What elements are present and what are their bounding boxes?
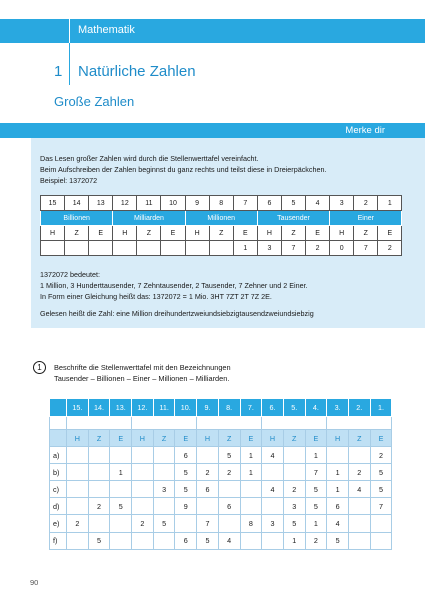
ex-digit-cell: 2 bbox=[197, 464, 219, 481]
ex-row bbox=[50, 447, 392, 464]
ex-letter: Z bbox=[283, 430, 305, 447]
pv-digit: 2 bbox=[378, 241, 402, 256]
ex-corner-cell bbox=[50, 417, 67, 430]
ex-digit-cell: 4 bbox=[327, 515, 349, 532]
ex-digit-cell bbox=[67, 447, 89, 464]
equation-line: In Form einer Gleichung heißt das: 1372072 = 1 Mio. 3HT 7ZT 2T 7Z 2E. bbox=[40, 292, 272, 301]
ex-position: 8. bbox=[218, 399, 240, 417]
ex-digit-cell: 5 bbox=[370, 481, 392, 498]
task-number-badge: 1 bbox=[33, 361, 46, 374]
ex-digit-cell bbox=[67, 498, 89, 515]
ex-digit-cell bbox=[110, 481, 132, 498]
ex-digit-cell: 4 bbox=[262, 447, 284, 464]
pv-position: 3 bbox=[330, 196, 354, 211]
pv-position: 4 bbox=[306, 196, 330, 211]
ex-digit-cell bbox=[110, 532, 132, 549]
ex-digit-cell bbox=[348, 515, 370, 532]
ex-digit-cell: 3 bbox=[153, 481, 175, 498]
pv-position: 1 bbox=[378, 196, 402, 211]
ex-digit-cell: 1 bbox=[305, 447, 327, 464]
ex-digit-cell bbox=[348, 532, 370, 549]
ex-position: 13. bbox=[110, 399, 132, 417]
ex-digit-cell bbox=[262, 464, 284, 481]
ex-digit-cell: 6 bbox=[175, 447, 197, 464]
ex-position: 6. bbox=[262, 399, 284, 417]
pv-digit bbox=[113, 241, 137, 256]
pv-position: 12 bbox=[113, 196, 137, 211]
ex-digit-cell bbox=[67, 532, 89, 549]
ex-digit-cell bbox=[153, 532, 175, 549]
ex-group-blank-input[interactable] bbox=[132, 417, 197, 430]
pv-letter: E bbox=[306, 226, 330, 241]
ex-digit-cell: 4 bbox=[218, 532, 240, 549]
pv-digit: 2 bbox=[306, 241, 330, 256]
merke-bar bbox=[0, 123, 425, 138]
exercise-table bbox=[49, 398, 392, 550]
ex-letter: E bbox=[175, 430, 197, 447]
pv-letter: Z bbox=[209, 226, 233, 241]
ex-digit-cell bbox=[132, 532, 154, 549]
ex-letter: Z bbox=[88, 430, 110, 447]
ex-digit-cell: 5 bbox=[153, 515, 175, 532]
ex-digit-cell bbox=[88, 447, 110, 464]
pv-position: 9 bbox=[185, 196, 209, 211]
ex-digit-cell bbox=[327, 447, 349, 464]
ex-digit-cell: 6 bbox=[327, 498, 349, 515]
ex-digit-cell: 6 bbox=[197, 481, 219, 498]
ex-digit-cell bbox=[218, 515, 240, 532]
ex-digit-cell bbox=[283, 447, 305, 464]
ex-digit-cell: 5 bbox=[370, 464, 392, 481]
pv-letter: E bbox=[161, 226, 185, 241]
ex-digit-cell bbox=[88, 464, 110, 481]
ex-position: 7. bbox=[240, 399, 262, 417]
ex-row bbox=[50, 498, 392, 515]
ex-body bbox=[50, 447, 392, 550]
pv-example-row bbox=[41, 241, 402, 256]
merke-line-1: Das Lesen großer Zahlen wird durch die Stellenwerttafel vereinfacht. bbox=[40, 154, 259, 163]
pv-digit: 7 bbox=[354, 241, 378, 256]
ex-digit-cell: 7 bbox=[305, 464, 327, 481]
pv-digit: 0 bbox=[330, 241, 354, 256]
ex-letter: H bbox=[67, 430, 89, 447]
ex-digit-cell: 2 bbox=[67, 515, 89, 532]
pv-group: Tausender bbox=[257, 211, 329, 226]
ex-digit-cell: 1 bbox=[240, 464, 262, 481]
ex-letter: H bbox=[262, 430, 284, 447]
ex-digit-cell bbox=[153, 498, 175, 515]
page-number: 90 bbox=[30, 578, 39, 587]
ex-digit-cell bbox=[132, 447, 154, 464]
ex-digit-cell: 9 bbox=[175, 498, 197, 515]
task-line-2: Tausender – Billionen – Einer – Millionen – Milliarden. bbox=[54, 374, 230, 383]
ex-digit-cell bbox=[110, 515, 132, 532]
ex-letter: E bbox=[370, 430, 392, 447]
ex-row bbox=[50, 532, 392, 549]
ex-position: 15. bbox=[67, 399, 89, 417]
ex-letter: H bbox=[197, 430, 219, 447]
ex-digit-cell: 6 bbox=[218, 498, 240, 515]
section-title: Große Zahlen bbox=[54, 94, 135, 109]
ex-digit-cell bbox=[197, 447, 219, 464]
merke-line-3: Beispiel: 1372072 bbox=[40, 176, 98, 185]
ex-digit-cell bbox=[132, 481, 154, 498]
ex-digit-cell bbox=[132, 498, 154, 515]
ex-digit-cell bbox=[67, 464, 89, 481]
ex-position: 4. bbox=[305, 399, 327, 417]
ex-digit-cell bbox=[348, 447, 370, 464]
ex-digit-cell: 1 bbox=[110, 464, 132, 481]
pv-position: 6 bbox=[257, 196, 281, 211]
ex-row-label: c) bbox=[50, 481, 67, 498]
ex-row bbox=[50, 515, 392, 532]
ex-letter: H bbox=[132, 430, 154, 447]
ex-digit-cell bbox=[240, 498, 262, 515]
read-line: Gelesen heißt die Zahl: eine Million dreihundertzweiundsiebzigtausendzweiundsiebzig bbox=[40, 309, 314, 318]
ex-position: 10. bbox=[175, 399, 197, 417]
pv-position: 2 bbox=[354, 196, 378, 211]
ex-digit-cell: 2 bbox=[283, 481, 305, 498]
ex-digit-cell bbox=[240, 532, 262, 549]
ex-group-blank-input[interactable] bbox=[197, 417, 262, 430]
ex-digit-cell: 2 bbox=[132, 515, 154, 532]
ex-digit-cell bbox=[240, 481, 262, 498]
ex-digit-cell bbox=[132, 464, 154, 481]
pv-letter: Z bbox=[354, 226, 378, 241]
ex-digit-cell bbox=[110, 447, 132, 464]
ex-row bbox=[50, 464, 392, 481]
pv-group: Einer bbox=[330, 211, 402, 226]
ex-position: 9. bbox=[197, 399, 219, 417]
pv-digit bbox=[89, 241, 113, 256]
ex-digit-cell: 4 bbox=[348, 481, 370, 498]
ex-digit-cell bbox=[283, 464, 305, 481]
pv-letter: E bbox=[89, 226, 113, 241]
ex-digit-cell: 3 bbox=[283, 498, 305, 515]
ex-digit-cell: 5 bbox=[218, 447, 240, 464]
chapter-title: Natürliche Zahlen bbox=[78, 63, 196, 80]
ex-row-label: f) bbox=[50, 532, 67, 549]
ex-letters-row bbox=[50, 430, 392, 447]
pv-position: 10 bbox=[161, 196, 185, 211]
ex-label-row bbox=[50, 417, 392, 430]
ex-position: 1. bbox=[370, 399, 392, 417]
ex-digit-cell: 6 bbox=[175, 532, 197, 549]
pv-letter: Z bbox=[65, 226, 89, 241]
pv-position: 7 bbox=[233, 196, 257, 211]
ex-digit-cell: 5 bbox=[327, 532, 349, 549]
ex-digit-cell: 5 bbox=[283, 515, 305, 532]
ex-digit-cell: 5 bbox=[110, 498, 132, 515]
ex-digit-cell: 1 bbox=[283, 532, 305, 549]
ex-row-label: a) bbox=[50, 447, 67, 464]
pv-letters-row bbox=[41, 226, 402, 241]
pv-letter: Z bbox=[137, 226, 161, 241]
chapter-number: 1 bbox=[54, 63, 63, 80]
ex-digit-cell: 1 bbox=[305, 515, 327, 532]
ex-position: 14. bbox=[88, 399, 110, 417]
header-bar bbox=[0, 19, 425, 43]
ex-letter: H bbox=[327, 430, 349, 447]
merke-box bbox=[31, 138, 425, 328]
pv-letter: E bbox=[378, 226, 402, 241]
ex-digit-cell: 7 bbox=[370, 498, 392, 515]
ex-digit-cell bbox=[348, 498, 370, 515]
ex-letter: E bbox=[305, 430, 327, 447]
ex-digit-cell: 5 bbox=[305, 481, 327, 498]
pv-position: 14 bbox=[65, 196, 89, 211]
pv-position: 13 bbox=[89, 196, 113, 211]
merke-line-2: Beim Aufschreiben der Zahlen beginnst du ganz rechts und teilst diese in Dreierpäckchen. bbox=[40, 165, 327, 174]
ex-digit-cell: 2 bbox=[305, 532, 327, 549]
ex-position: 12. bbox=[132, 399, 154, 417]
pv-digit: 3 bbox=[257, 241, 281, 256]
ex-position: 3. bbox=[327, 399, 349, 417]
pv-position: 5 bbox=[281, 196, 305, 211]
ex-digit-cell: 5 bbox=[175, 481, 197, 498]
subject-label: Mathematik bbox=[78, 24, 135, 36]
ex-digit-cell: 2 bbox=[370, 447, 392, 464]
ex-digit-cell: 3 bbox=[262, 515, 284, 532]
ex-digit-cell bbox=[262, 498, 284, 515]
ex-digit-cell bbox=[370, 532, 392, 549]
ex-digit-cell: 4 bbox=[262, 481, 284, 498]
pv-groups-row bbox=[41, 211, 402, 226]
pv-group: Billionen bbox=[41, 211, 113, 226]
ex-digit-cell bbox=[175, 515, 197, 532]
ex-position: 5. bbox=[283, 399, 305, 417]
pv-digit bbox=[41, 241, 65, 256]
ex-position: 11. bbox=[153, 399, 175, 417]
ex-letter: Z bbox=[348, 430, 370, 447]
ex-group-blank-input[interactable] bbox=[262, 417, 327, 430]
pv-letter: H bbox=[41, 226, 65, 241]
pv-position: 15 bbox=[41, 196, 65, 211]
ex-row-label: d) bbox=[50, 498, 67, 515]
ex-digit-cell bbox=[197, 498, 219, 515]
pv-digit bbox=[161, 241, 185, 256]
ex-letter: Z bbox=[218, 430, 240, 447]
header-separator bbox=[69, 19, 70, 43]
pv-digit bbox=[65, 241, 89, 256]
pv-letter: Z bbox=[281, 226, 305, 241]
pv-letter: H bbox=[113, 226, 137, 241]
ex-letter: E bbox=[240, 430, 262, 447]
ex-digit-cell: 1 bbox=[327, 481, 349, 498]
ex-digit-cell: 8 bbox=[240, 515, 262, 532]
pv-letter: H bbox=[330, 226, 354, 241]
ex-row bbox=[50, 481, 392, 498]
merke-label: Merke dir bbox=[345, 125, 385, 136]
ex-letter: Z bbox=[153, 430, 175, 447]
pv-digit bbox=[137, 241, 161, 256]
pv-group: Milliarden bbox=[113, 211, 185, 226]
ex-row-label: b) bbox=[50, 464, 67, 481]
ex-digit-cell: 1 bbox=[327, 464, 349, 481]
pv-digit bbox=[185, 241, 209, 256]
pv-positions-row bbox=[41, 196, 402, 211]
pv-position: 8 bbox=[209, 196, 233, 211]
ex-group-blank-input[interactable] bbox=[327, 417, 392, 430]
ex-positions-row bbox=[50, 399, 392, 417]
ex-group-blank-input[interactable] bbox=[67, 417, 132, 430]
ex-letter: E bbox=[110, 430, 132, 447]
ex-digit-cell bbox=[218, 481, 240, 498]
pv-digit: 7 bbox=[281, 241, 305, 256]
ex-digit-cell bbox=[153, 447, 175, 464]
ex-digit-cell bbox=[88, 481, 110, 498]
ex-digit-cell: 5 bbox=[197, 532, 219, 549]
pv-letter: E bbox=[233, 226, 257, 241]
place-value-table bbox=[40, 195, 402, 256]
ex-digit-cell: 5 bbox=[175, 464, 197, 481]
ex-position: 2. bbox=[348, 399, 370, 417]
pv-letter: H bbox=[185, 226, 209, 241]
ex-corner-cell bbox=[50, 430, 67, 447]
pv-digit bbox=[209, 241, 233, 256]
ex-digit-cell: 2 bbox=[88, 498, 110, 515]
pv-group: Millionen bbox=[185, 211, 257, 226]
task-line-1: Beschrifte die Stellenwerttafel mit den Bezeichnungen bbox=[54, 363, 231, 372]
ex-digit-cell: 2 bbox=[218, 464, 240, 481]
ex-digit-cell bbox=[262, 532, 284, 549]
ex-corner-cell bbox=[50, 399, 67, 417]
pv-digit: 1 bbox=[233, 241, 257, 256]
ex-digit-cell: 5 bbox=[305, 498, 327, 515]
means-title: 1372072 bedeutet: bbox=[40, 270, 100, 279]
ex-digit-cell: 7 bbox=[197, 515, 219, 532]
ex-digit-cell bbox=[153, 464, 175, 481]
means-line: 1 Million, 3 Hunderttausender, 7 Zehntausender, 2 Tausender, 7 Zehner und 2 Einer. bbox=[40, 281, 308, 290]
ex-row-label: e) bbox=[50, 515, 67, 532]
header-vertical-line bbox=[69, 43, 70, 85]
ex-digit-cell: 1 bbox=[240, 447, 262, 464]
ex-digit-cell: 2 bbox=[348, 464, 370, 481]
ex-digit-cell: 5 bbox=[88, 532, 110, 549]
ex-digit-cell bbox=[370, 515, 392, 532]
ex-digit-cell bbox=[88, 515, 110, 532]
pv-position: 11 bbox=[137, 196, 161, 211]
ex-digit-cell bbox=[67, 481, 89, 498]
pv-letter: H bbox=[257, 226, 281, 241]
